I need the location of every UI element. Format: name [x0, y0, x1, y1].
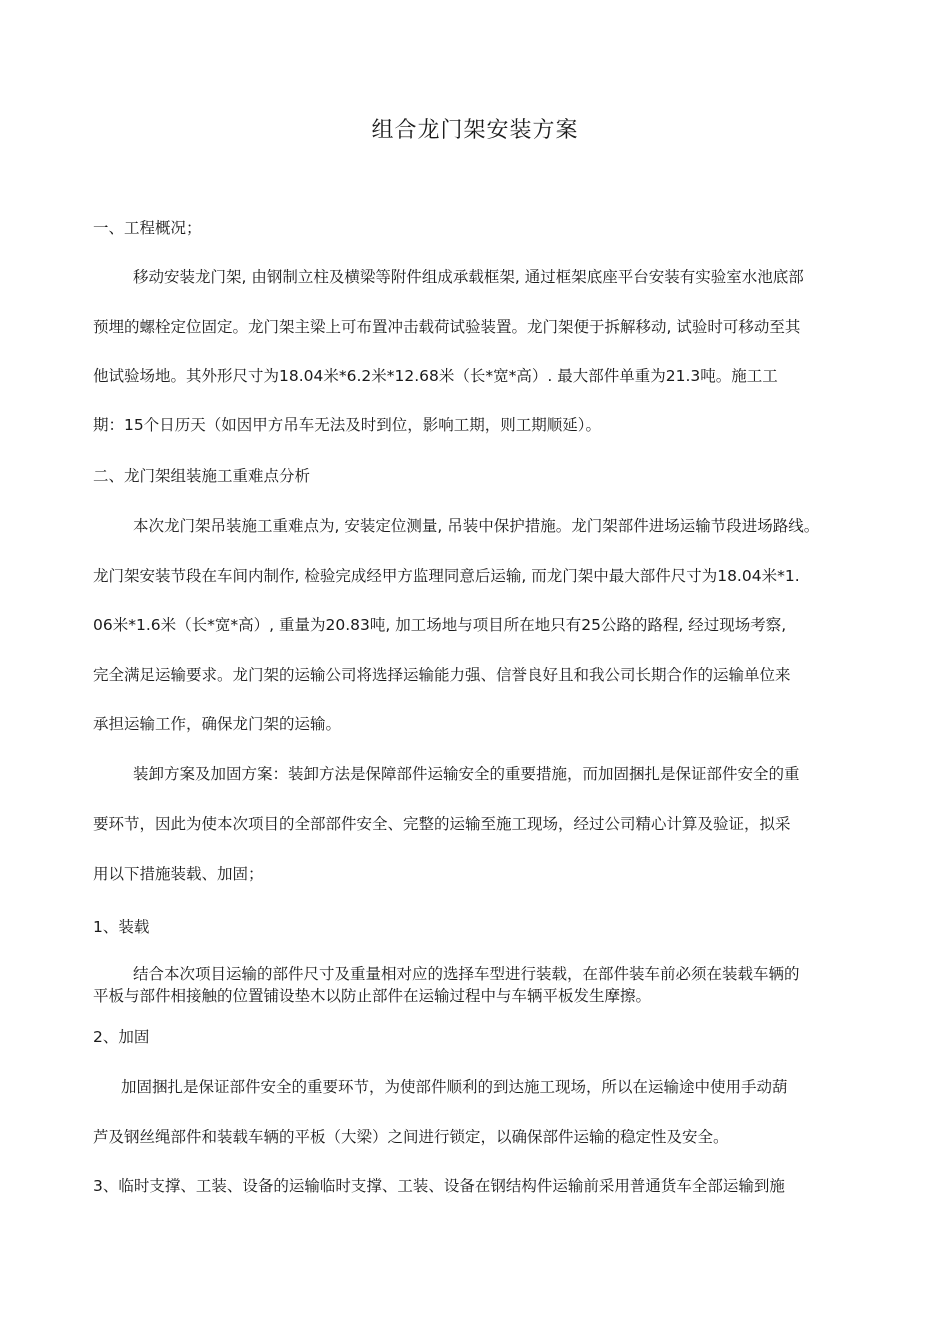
paragraph-line: 预埋的螺栓定位固定。龙门架主梁上可布置冲击载荷试验装置。龙门架便于拆解移动, 试验时可移动至其: [93, 318, 801, 336]
paragraph-line: 平板与部件相接触的位置铺设垫木以防止部件在运输过程中与车辆平板发生摩擦。: [93, 987, 652, 1005]
subheading-temporary-support: 3、临时支撑、工装、设备的运输临时支撑、工装、设备在钢结构件运输前采用普通货车全部运输到施: [93, 1177, 785, 1195]
paragraph-line: 本次龙门架吊装施工重难点为, 安装定位测量, 吊装中保护措施。龙门架部件进场运输节段进场路线。: [133, 517, 820, 535]
paragraph-line: 完全满足运输要求。龙门架的运输公司将选择运输能力强、信誉良好且和我公司长期合作的运输单位来: [93, 666, 791, 684]
paragraph-line: 期：15个日历天（如因甲方吊车无法及时到位，影响工期，则工期顺延）。: [93, 416, 601, 434]
paragraph-line: 要环节，因此为使本次项目的全部部件安全、完整的运输至施工现场，经过公司精心计算及验证，拟采: [93, 815, 791, 833]
paragraph-line: 他试验场地。其外形尺寸为18.04米*6.2米*12.68米（长*宽*高）. 最大部件单重为21.3吨。施工工: [93, 367, 778, 385]
paragraph-line: 承担运输工作，确保龙门架的运输。: [93, 715, 342, 733]
section-heading-overview: 一、工程概况；: [93, 219, 202, 237]
paragraph-line: 移动安装龙门架, 由钢制立柱及横梁等附件组成承载框架, 通过框架底座平台安装有实验室水池底部: [133, 268, 804, 286]
subheading-reinforcement: 2、加固: [93, 1028, 150, 1046]
subheading-loading: 1、装载: [93, 918, 150, 936]
paragraph-line: 芦及钢丝绳部件和装载车辆的平板（大梁）之间进行锁定，以确保部件运输的稳定性及安全。: [93, 1128, 729, 1146]
paragraph-line: 龙门架安装节段在车间内制作, 检验完成经甲方监理同意后运输, 而龙门架中最大部件尺寸为18.04米*1.: [93, 567, 800, 585]
section-heading-analysis: 二、龙门架组装施工重难点分析: [93, 467, 311, 485]
document-title: 组合龙门架安装方案: [371, 118, 579, 143]
paragraph-line: 加固捆扎是保证部件安全的重要环节，为使部件顺利的到达施工现场，所以在运输途中使用手动葫: [121, 1078, 788, 1096]
paragraph-line: 结合本次项目运输的部件尺寸及重量相对应的选择车型进行装载，在部件装车前必须在装载车辆的: [133, 965, 800, 983]
paragraph-line: 用以下措施装载、加固；: [93, 865, 264, 883]
paragraph-line: 装卸方案及加固方案：装卸方法是保障部件运输安全的重要措施，而加固捆扎是保证部件安全的重: [133, 765, 800, 783]
paragraph-line: 06米*1.6米（长*宽*高）, 重量为20.83吨, 加工场地与项目所在地只有25公路的路程, 经过现场考察,: [93, 616, 787, 634]
